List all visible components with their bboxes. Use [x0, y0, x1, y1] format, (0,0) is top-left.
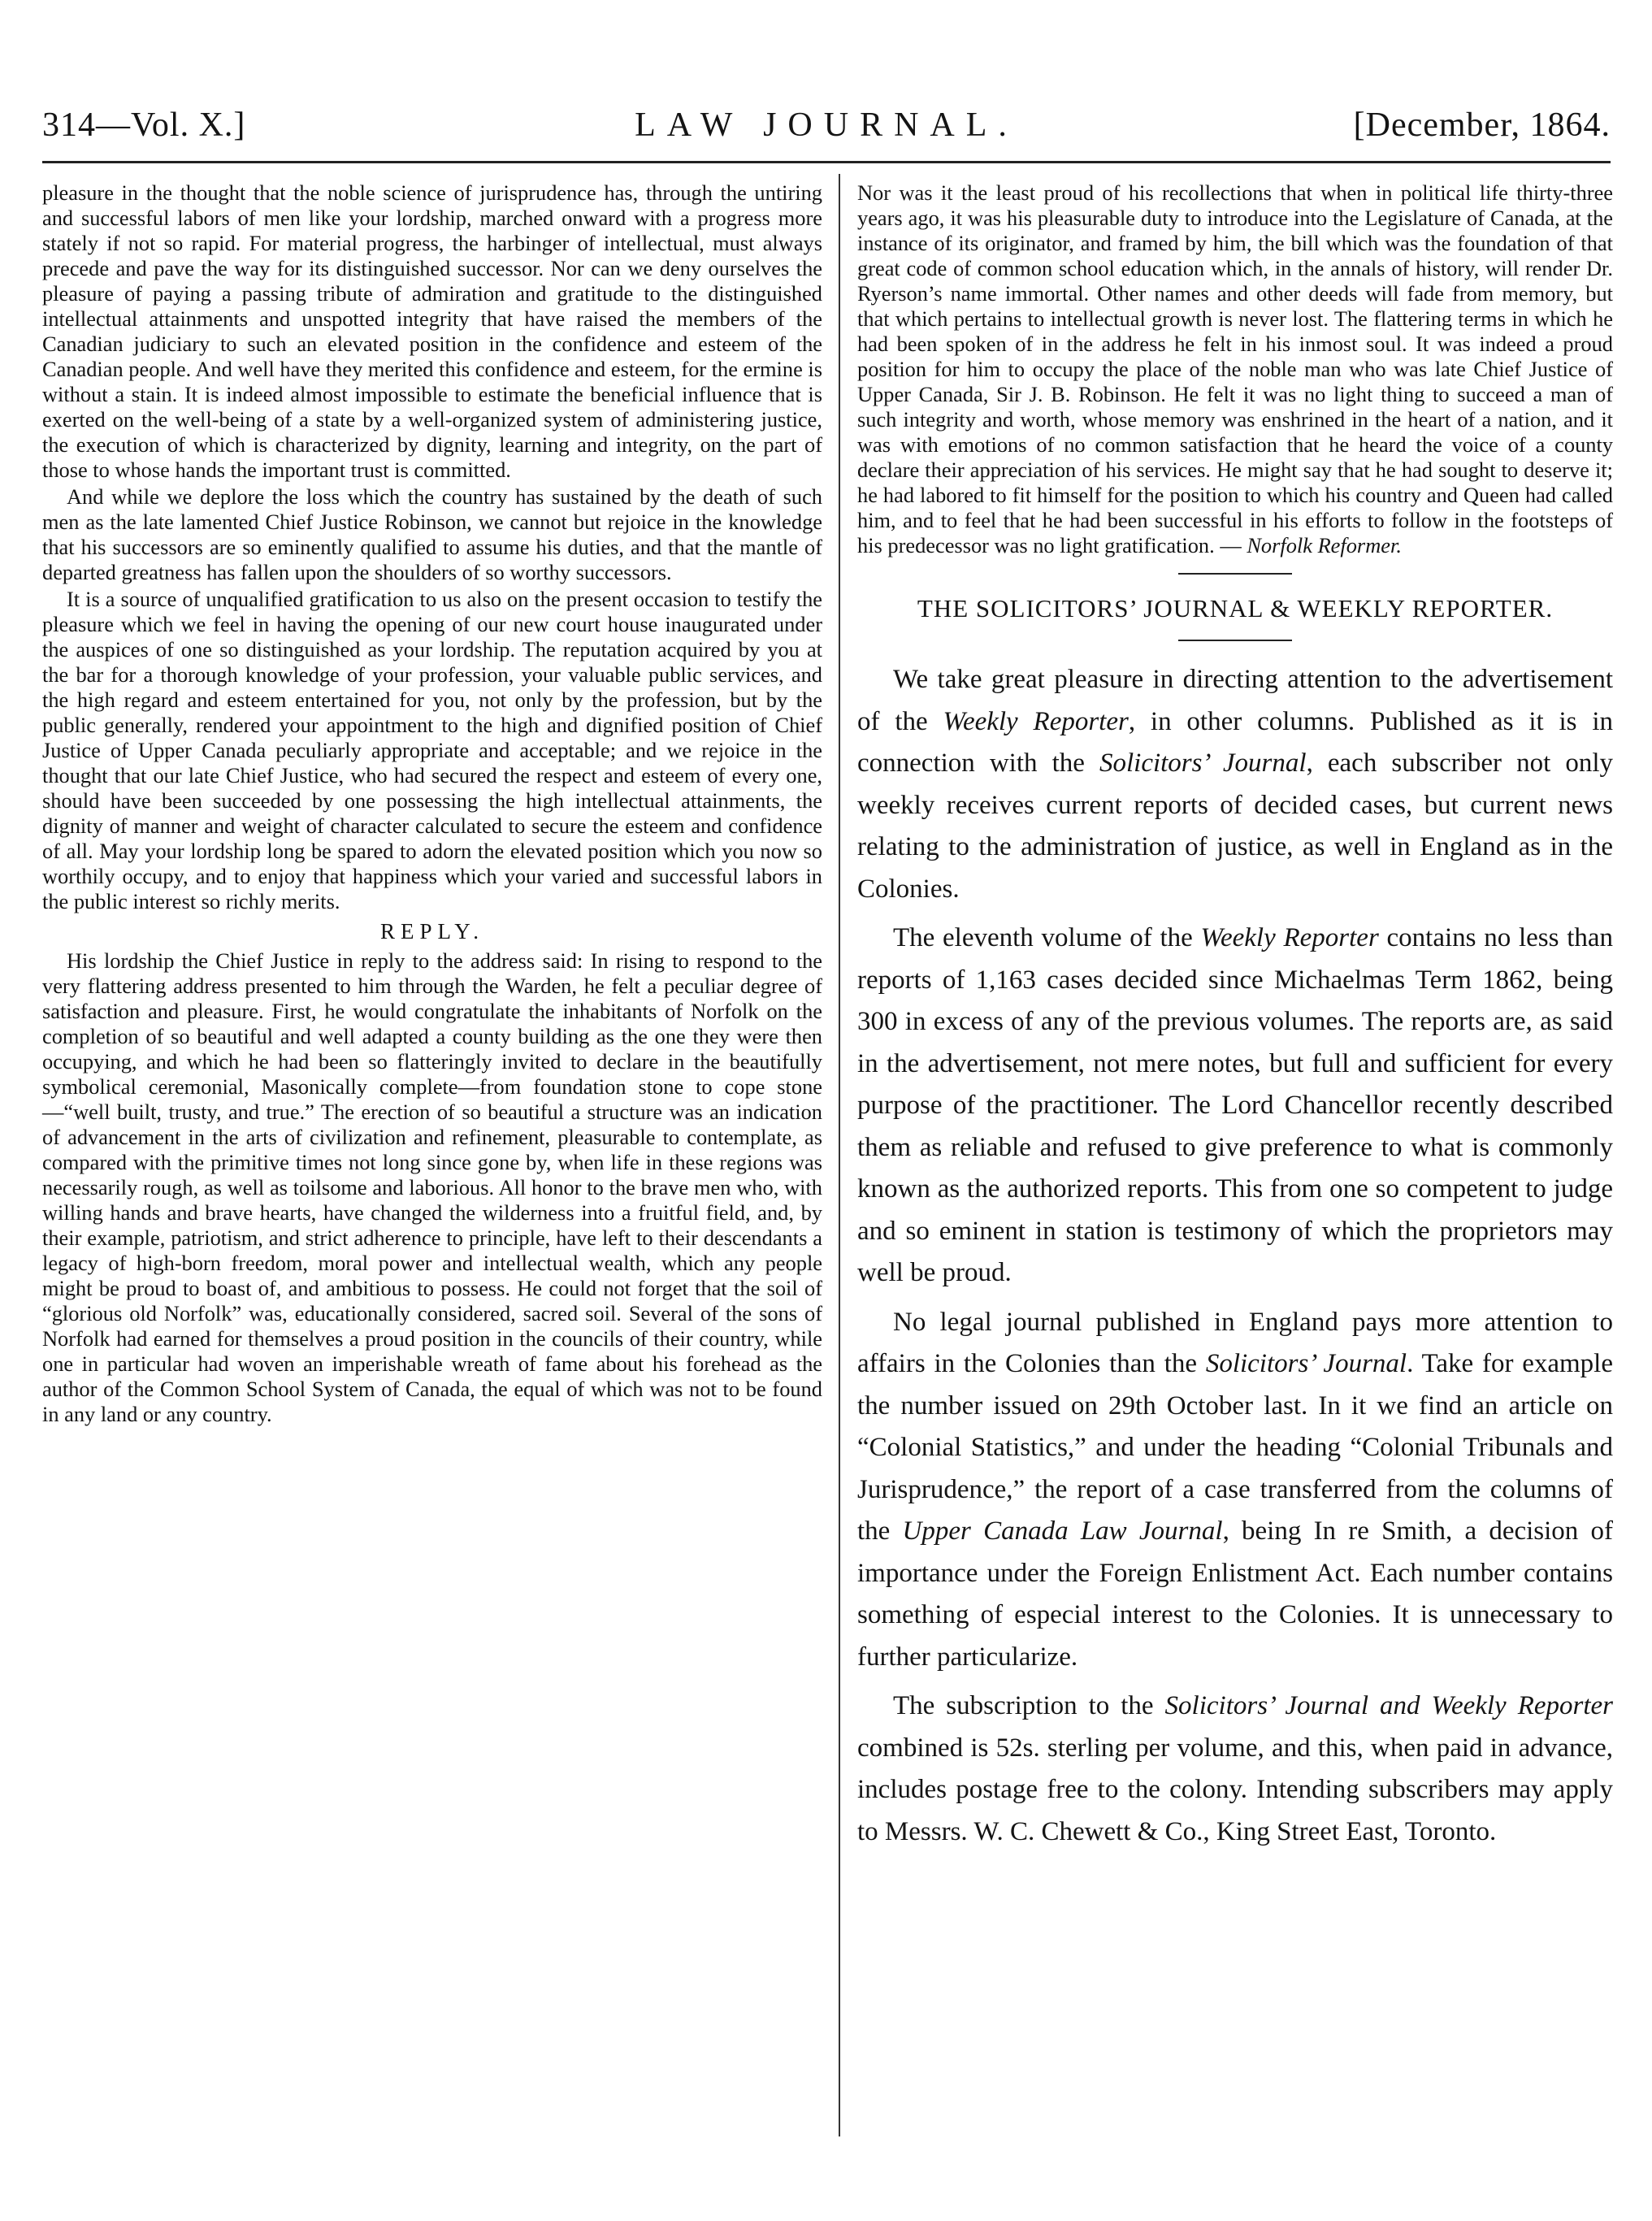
- text-run: . Take for example the number issued on 29th October last. In it we find an article on “Colonial Statistics,” and under the heading “Colonial Tribunals and Jurisprudence,” the report of a case transferred from the columns of the: [857, 1349, 1613, 1546]
- news-excerpt: [857, 180, 1613, 558]
- left-column: [42, 180, 822, 1427]
- text-run: The subscription to the: [893, 1691, 1165, 1720]
- header-rule: [42, 161, 1611, 163]
- body-paragraph: And while we deplore the loss which the country has sustained by the death of such men as the late lamented Chief Justice Robinson, we cannot but rejoice in the knowledge that his successors are so eminently qualified to assume his duties, and that the mantle of departed greatness has fallen upon the shoulders of so worthy successors.: [42, 484, 822, 584]
- news-paragraph-text: Nor was it the least proud of his recollections that when in political life thirty-three years ago, it was his pleasurable duty to introduce into the Legislature of Canada, at the instance of its originator, and framed by him, the bill which was the foundation of that great code of common school education which, in the annals of history, will render Dr. Ryerson’s name immortal. Other names and other deeds will fade from memory, but that which pertains to intellectual growth is never lost. The flattering terms in which he had been spoken of in the address he felt in his inmost soul. It was indeed a proud position for him to occupy the place of the noble man who was late Chief Justice of Upper Canada, Sir J. B. Robinson. He felt it was no light thing to succeed a man of such integrity and worth, whose memory was enshrined in the heart of a nation, and it was with emotions of no common satisfaction that he heard the voice of a county declare their appreciation of his services. He might say that he had sought to deserve it; he had labored to fit himself for the position to which his country and Queen had called him, and to feel that he had been successful in his efforts to follow in the footsteps of his predecessor was no light gratification. —: [857, 180, 1613, 557]
- text-run: We take great pleasure in directing attention to the advertisement of the: [857, 665, 1613, 736]
- article-paragraph: [857, 659, 1613, 910]
- issue-date: [December, 1864.: [1353, 106, 1611, 144]
- article-paragraph: [857, 1302, 1613, 1679]
- body-paragraph: It is a source of unqualified gratification to us also on the present occasion to testify the pleasure which we feel in having the opening of our new court house inaugurated under the auspices of one so distinguished as your lordship. The reputation acquired by you at the bar for a thorough knowledge of your profession, your valuable public services, and the high regard and esteem entertained for you, not only by the profession, but by the public generally, rendered your appointment to the high and dignified position of Chief Justice of Upper Canada peculiarly appropriate and acceptable; and we rejoice in the thought that our late Chief Justice, who had secured the respect and esteem of every one, should have been succeeded by one possessing the high intellectual attainments, the dignity of manner and weight of character calculated to secure the esteem and confidence of all. May your lordship long be spared to adorn the elevated position which you now so worthily occupy, and to enjoy that happiness which your varied and successful labors in the public interest so richly merits.: [42, 587, 822, 913]
- text-run: No legal journal published in England pays more attention to affairs in the Colonies than the: [857, 1307, 1613, 1378]
- journal-page: [42, 42, 1614, 2188]
- italic-title: Weekly Reporter: [1200, 923, 1379, 952]
- text-run: contains no less than reports of 1,163 cases decided since Michaelmas Term 1862, being 300 in excess of any of the previous volumes. The reports are, as said in the advertisement, not mere notes, but full and sufficient for every purpose of the practitioner. The Lord Chancellor recently described them as reliable and refused to give preference to what is commonly known as the authorized reports. This from one so competent to judge and so eminent in station is testimony of which the proprietors may well be proud.: [857, 923, 1614, 1287]
- italic-title: Solicitors’ Journal: [1099, 748, 1307, 778]
- text-run: The eleventh volume of the: [893, 923, 1201, 952]
- italic-title: Weekly Reporter: [943, 706, 1129, 736]
- text-run: , being In re Smith, a decision of importance under the Foreign Enlistment Act. Each number contains something of especial interest to the Colonies. It is unnecessary to further particularize.: [857, 1516, 1613, 1672]
- news-source: Norfolk Reformer.: [1247, 533, 1402, 557]
- text-run: combined is 52s. sterling per volume, and this, when paid in advance, includes postage free to the colony. Intending subscribers may apply to Messrs. W. C. Chewett & Co., King Street East, Toronto.: [857, 1733, 1613, 1846]
- column-divider: [839, 174, 840, 2136]
- text-run: , in other columns. Published as it is in connection with the: [857, 706, 1613, 778]
- news-paragraph: [857, 180, 1613, 558]
- italic-title: Solicitors’ Journal and Weekly Reporter: [1164, 1691, 1613, 1720]
- right-column: [857, 180, 1613, 1853]
- italic-title: Solicitors’ Journal: [1205, 1349, 1407, 1378]
- section-rule: [1178, 573, 1292, 575]
- running-header: [42, 106, 1611, 154]
- article-paragraph: [857, 917, 1613, 1295]
- article-title: THE SOLICITORS’ JOURNAL & WEEKLY REPORTER.: [917, 594, 1554, 622]
- article-body: [857, 659, 1613, 1853]
- reply-paragraph: His lordship the Chief Justice in reply to the address said: In rising to respond to the very flattering address presented to him through the Warden, he felt a peculiar degree of satisfaction and pleasure. First, he would congratulate the inhabitants of Norfolk on the completion of so beautiful and well adapted a county building as the one they were then occupying, and which he had been so flatteringly invited to declare in the beautifully symbolical ceremonial, Masonically complete—from foundation stone to cope stone—“well built, trusty, and true.” The erection of so beautiful a structure was an indication of advancement in the arts of civilization and refinement, pleasurable to contemplate, as compared with the primitive times not long since gone by, when life in these regions was necessarily rough, as well as toilsome and laborious. All honor to the brave men who, with willing hands and brave hearts, have changed the wilderness into a fruitful field, and, by their example, patriotism, and strict adherence to principle, have left to their descendants a legacy of high-born freedom, moral power and intellectual wealth, which any people might be proud to boast of, and ambitious to possess. He could not forget that the soil of “glorious old Norfolk” was, educationally considered, sacred soil. Several of the sons of Norfolk had earned for themselves a proud position in the councils of their country, while one in particular had woven an imperishable wreath of fame about his forehead as the author of the Common School System of Canada, the equal of which was not to be found in any land or any country.: [42, 948, 822, 1426]
- italic-title: Upper Canada Law Journal: [902, 1516, 1223, 1546]
- title-rule: [1178, 640, 1292, 641]
- journal-title: LAW JOURNAL.: [635, 106, 1018, 144]
- body-paragraph: pleasure in the thought that the noble science of jurisprudence has, through the untiring and successful labors of men like your lordship, marched onward with a progress more stately if not so rapid. For material progress, the harbinger of intellectual, must always precede and pave the way for its distinguished successor. Nor can we deny ourselves the pleasure of paying a passing tribute of admiration and gratitude to the distinguished intellectual attainments and unspotted integrity that have raised the members of the Canadian judiciary to such an elevated position in the confidence and esteem of the Canadian people. And well have they merited this confidence and esteem, for the ermine is without a stain. It is indeed almost impossible to estimate the beneficial influence that is exerted on the well-being of a state by a well-organized system of administering justice, the execution of which is characterized by dignity, learning and integrity, on the part of those to whose hands the important trust is committed.: [42, 180, 822, 482]
- text-run: , each subscriber not only weekly receives current reports of decided cases, but current news relating to the administration of justice, as well in England as in the Colonies.: [857, 748, 1614, 904]
- reply-heading: REPLY.: [379, 919, 485, 943]
- page-volume-number: 314—Vol. X.]: [42, 106, 246, 144]
- article-paragraph: [857, 1685, 1613, 1853]
